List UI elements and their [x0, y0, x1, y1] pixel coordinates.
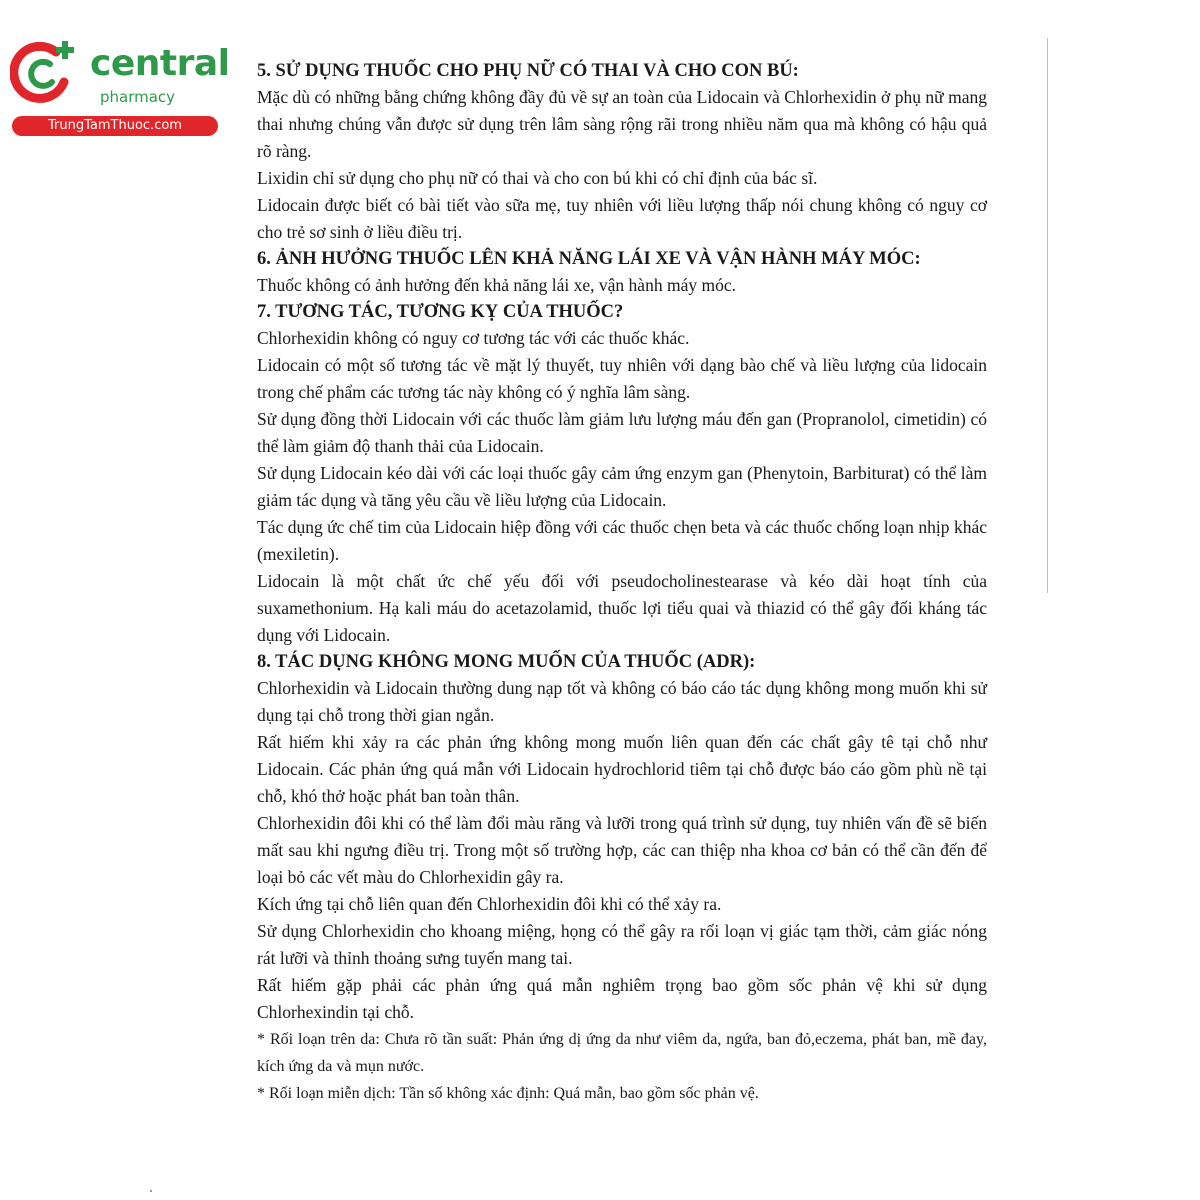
paragraph: Chlorhexidin đôi khi có thể làm đổi màu răng và lưỡi trong quá trình sử dụng, tuy nhiên vấn đề sẽ biến mất sau khi ngưng điều trị. Trong một số trường hợp, các can thiệp nha khoa cơ bản có thể cần đến để loại bỏ các vết màu do Chlorhexidin gây ra.	[257, 813, 987, 887]
paragraph: Lidocain là một chất ức chế yếu đối với pseudocholinestearase và kéo dài hoạt tính của suxamethonium. Hạ kali máu do acetazolamid, thuốc lợi tiểu quai và thiazid có thể gây đối kháng tác dụng với Lidocain.	[257, 571, 987, 645]
paragraph: Thuốc không có ảnh hưởng đến khả năng lái xe, vận hành máy móc.	[257, 275, 736, 295]
scan-speck	[150, 1190, 152, 1192]
margin-line	[1047, 38, 1048, 593]
section-pregnancy	[257, 58, 987, 246]
logo-subtitle: pharmacy	[100, 88, 176, 106]
paragraph: Mặc dù có những bằng chứng không đầy đủ về sự an toàn của Lidocain và Chlorhexidin ở phụ nữ mang thai nhưng chúng vẫn được sử dụng trên lâm sàng rộng rãi trong nhiều năm qua mà không có hậu quả rõ ràng.	[257, 87, 987, 161]
logo-url-badge[interactable]: TrungTamThuoc.com	[12, 116, 218, 136]
section-heading: 8. TÁC DỤNG KHÔNG MONG MUỐN CỦA THUỐC (ADR):	[257, 652, 756, 672]
paragraph: Chlorhexidin không có nguy cơ tương tác với các thuốc khác.	[257, 328, 690, 348]
document-body	[257, 58, 987, 1107]
note-paragraph: * Rối loạn trên da: Chưa rõ tần suất: Phản ứng dị ứng da như viêm da, ngứa, ban đỏ,eczema, phát ban, mề đay, kích ứng da và mụn nước.	[257, 1031, 987, 1075]
paragraph: Lixidin chỉ sử dụng cho phụ nữ có thai và cho con bú khi có chỉ định của bác sĩ.	[257, 168, 818, 188]
central-pharmacy-logo-icon	[10, 38, 80, 108]
paragraph: Lidocain có một số tương tác về mặt lý thuyết, tuy nhiên với dạng bào chế và liều lượng của lidocain trong chế phẩm các tương tác này không có ý nghĩa lâm sàng.	[257, 355, 987, 402]
paragraph: Rất hiếm khi xảy ra các phản ứng không mong muốn liên quan đến các chất gây tê tại chỗ như Lidocain. Các phản ứng quá mẫn với Lidocain hydrochlorid tiêm tại chỗ được báo cáo gồm phù nề tại chỗ, khó thở hoặc phát ban toàn thân.	[257, 732, 987, 806]
paragraph: Rất hiếm gặp phải các phản ứng quá mẫn nghiêm trọng bao gồm sốc phản vệ khi sử dụng Chlorhexindin tại chỗ.	[257, 975, 987, 1022]
section-heading: 7. TƯƠNG TÁC, TƯƠNG KỴ CỦA THUỐC?	[257, 302, 624, 322]
note-paragraph: * Rối loạn miễn dịch: Tần số không xác định: Quá mẫn, bao gồm sốc phản vệ.	[257, 1085, 759, 1102]
paragraph: Sử dụng đồng thời Lidocain với các thuốc làm giảm lưu lượng máu đến gan (Propranolol, cimetidin) có thể làm giảm độ thanh thải của Lidocain.	[257, 409, 987, 456]
paragraph: Kích ứng tại chỗ liên quan đến Chlorhexidin đôi khi có thể xảy ra.	[257, 894, 722, 914]
pharmacy-logo	[10, 38, 230, 138]
section-heading: 6. ẢNH HƯỞNG THUỐC LÊN KHẢ NĂNG LÁI XE VÀ VẬN HÀNH MÁY MÓC:	[257, 249, 921, 269]
section-heading: 5. SỬ DỤNG THUỐC CHO PHỤ NỮ CÓ THAI VÀ CHO CON BÚ:	[257, 61, 799, 81]
section-adverse-reactions	[257, 649, 987, 1107]
section-driving	[257, 246, 987, 299]
paragraph: Sử dụng Chlorhexidin cho khoang miệng, họng có thể gây ra rối loạn vị giác tạm thời, cảm giác nóng rát lưỡi và thỉnh thoảng sưng tuyến mang tai.	[257, 921, 987, 968]
paragraph: Tác dụng ức chế tim của Lidocain hiệp đồng với các thuốc chẹn beta và các thuốc chống loạn nhịp khác (mexiletin).	[257, 517, 987, 564]
paragraph: Sử dụng Lidocain kéo dài với các loại thuốc gây cảm ứng enzym gan (Phenytoin, Barbiturat) có thể làm giảm tác dụng và tăng yêu cầu về liều lượng của Lidocain.	[257, 463, 987, 510]
paragraph: Chlorhexidin và Lidocain thường dung nạp tốt và không có báo cáo tác dụng không mong muốn khi sử dụng tại chỗ trong thời gian ngắn.	[257, 678, 987, 725]
section-interactions	[257, 299, 987, 649]
logo-name: central	[90, 43, 230, 84]
paragraph: Lidocain được biết có bài tiết vào sữa mẹ, tuy nhiên với liều lượng thấp nói chung không có nguy cơ cho trẻ sơ sinh ở liều điều trị.	[257, 195, 987, 242]
